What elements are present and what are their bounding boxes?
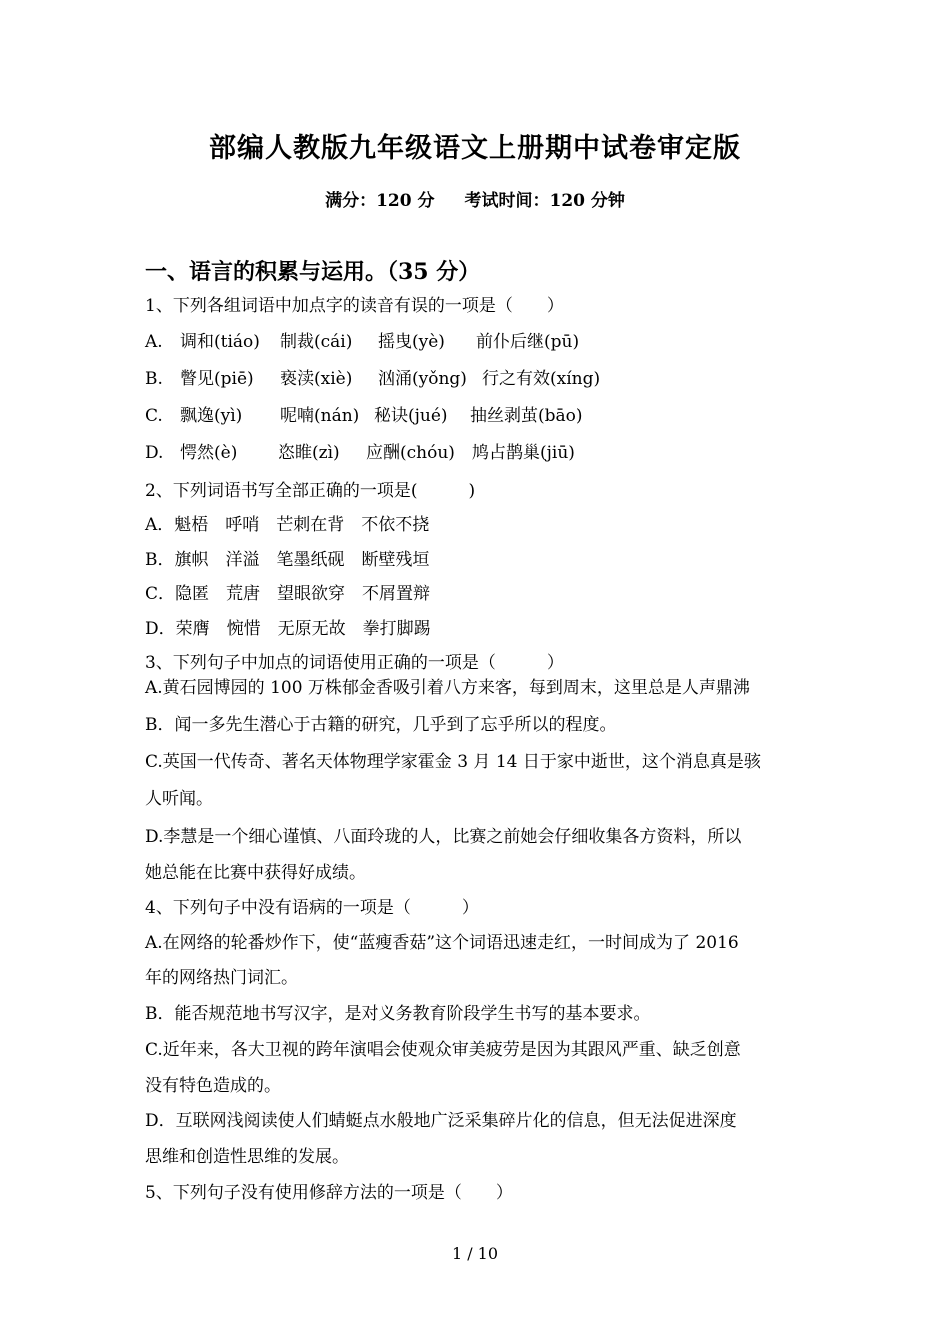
question-4-stem: 4、下列句子中没有语病的一项是（ ）: [145, 898, 479, 918]
page-number: 1 / 10: [451, 1244, 499, 1263]
question-1-option-a: A. 调和(tiáo) 制裁(cái) 摇曳(yè) 前仆后继(pū): [145, 332, 580, 352]
question-3-stem: 3、下列句子中加点的词语使用正确的一项是（ ）: [145, 653, 564, 673]
section-heading: 一、语言的积累与运用。（35 分）: [145, 259, 481, 285]
page-title: 部编人教版九年级语文上册期中试卷审定版: [209, 133, 741, 164]
question-3-option-a: A.黄石园博园的 100 万株郁金香吸引着八方来客，每到周末，这里总是人声鼎沸: [145, 678, 750, 698]
question-2-option-a: A．魁梧 呼哨 芒刺在背 不依不挠: [145, 515, 430, 535]
question-2-stem: 2、下列词语书写全部正确的一项是( ): [145, 481, 476, 501]
question-3-option-c-line2: 人听闻。: [145, 789, 213, 809]
question-5-stem: 5、下列句子没有使用修辞方法的一项是（ ）: [145, 1183, 513, 1203]
question-1-stem: 1、下列各组词语中加点字的读音有误的一项是（ ）: [145, 296, 564, 316]
question-1-option-c: C. 飘逸(yì) 呢喃(nán) 秘诀(jué) 抽丝剥茧(bāo): [145, 406, 583, 426]
question-2-option-d: D．荣膺 惋惜 无原无故 拳打脚踢: [145, 619, 431, 639]
question-4-option-d-line2: 思维和创造性思维的发展。: [145, 1147, 349, 1167]
question-4-option-c-line2: 没有特色造成的。: [145, 1076, 281, 1096]
question-4-option-a-line2: 年的网络热门词汇。: [145, 968, 298, 988]
question-3-option-d-line2: 她总能在比赛中获得好成绩。: [145, 863, 366, 883]
question-2-option-b: B．旗帜 洋溢 笔墨纸砚 断壁残垣: [145, 550, 430, 570]
question-3-option-b: B．闻一多先生潜心于古籍的研究，几乎到了忘乎所以的程度。: [145, 715, 617, 735]
full-score: 满分：120 分: [325, 191, 435, 211]
question-4-option-d-line1: D．互联网浅阅读使人们蜻蜓点水般地广泛采集碎片化的信息，但无法促进深度: [145, 1111, 737, 1131]
question-4-option-c-line1: C.近年来，各大卫视的跨年演唱会使观众审美疲劳是因为其跟风严重、缺乏创意: [145, 1040, 741, 1060]
question-3-option-d-line1: D.李慧是一个细心谨慎、八面玲珑的人，比赛之前她会仔细收集各方资料，所以: [145, 827, 742, 847]
exam-time: 考试时间：120 分钟: [464, 191, 625, 211]
question-4-option-b: B．能否规范地书写汉字，是对义务教育阶段学生书写的基本要求。: [145, 1004, 651, 1024]
question-2-option-c: C．隐匿 荒唐 望眼欲穿 不屑置辩: [145, 584, 431, 604]
question-4-option-a-line1: A.在网络的轮番炒作下，使“蓝瘦香菇”这个词语迅速走红，一时间成为了 2016: [145, 933, 739, 953]
question-1-option-d: D. 愕然(è) 恣睢(zì) 应酬(chóu) 鸠占鹊巢(jiū): [145, 443, 575, 463]
exam-info: [0, 186, 950, 211]
question-3-option-c-line1: C.英国一代传奇、著名天体物理学家霍金 3 月 14 日于家中逝世，这个消息真是骇: [145, 752, 761, 772]
question-1-option-b: B. 瞥见(piē) 亵渎(xiè) 汹涌(yǒng) 行之有效(xíng): [145, 369, 601, 389]
